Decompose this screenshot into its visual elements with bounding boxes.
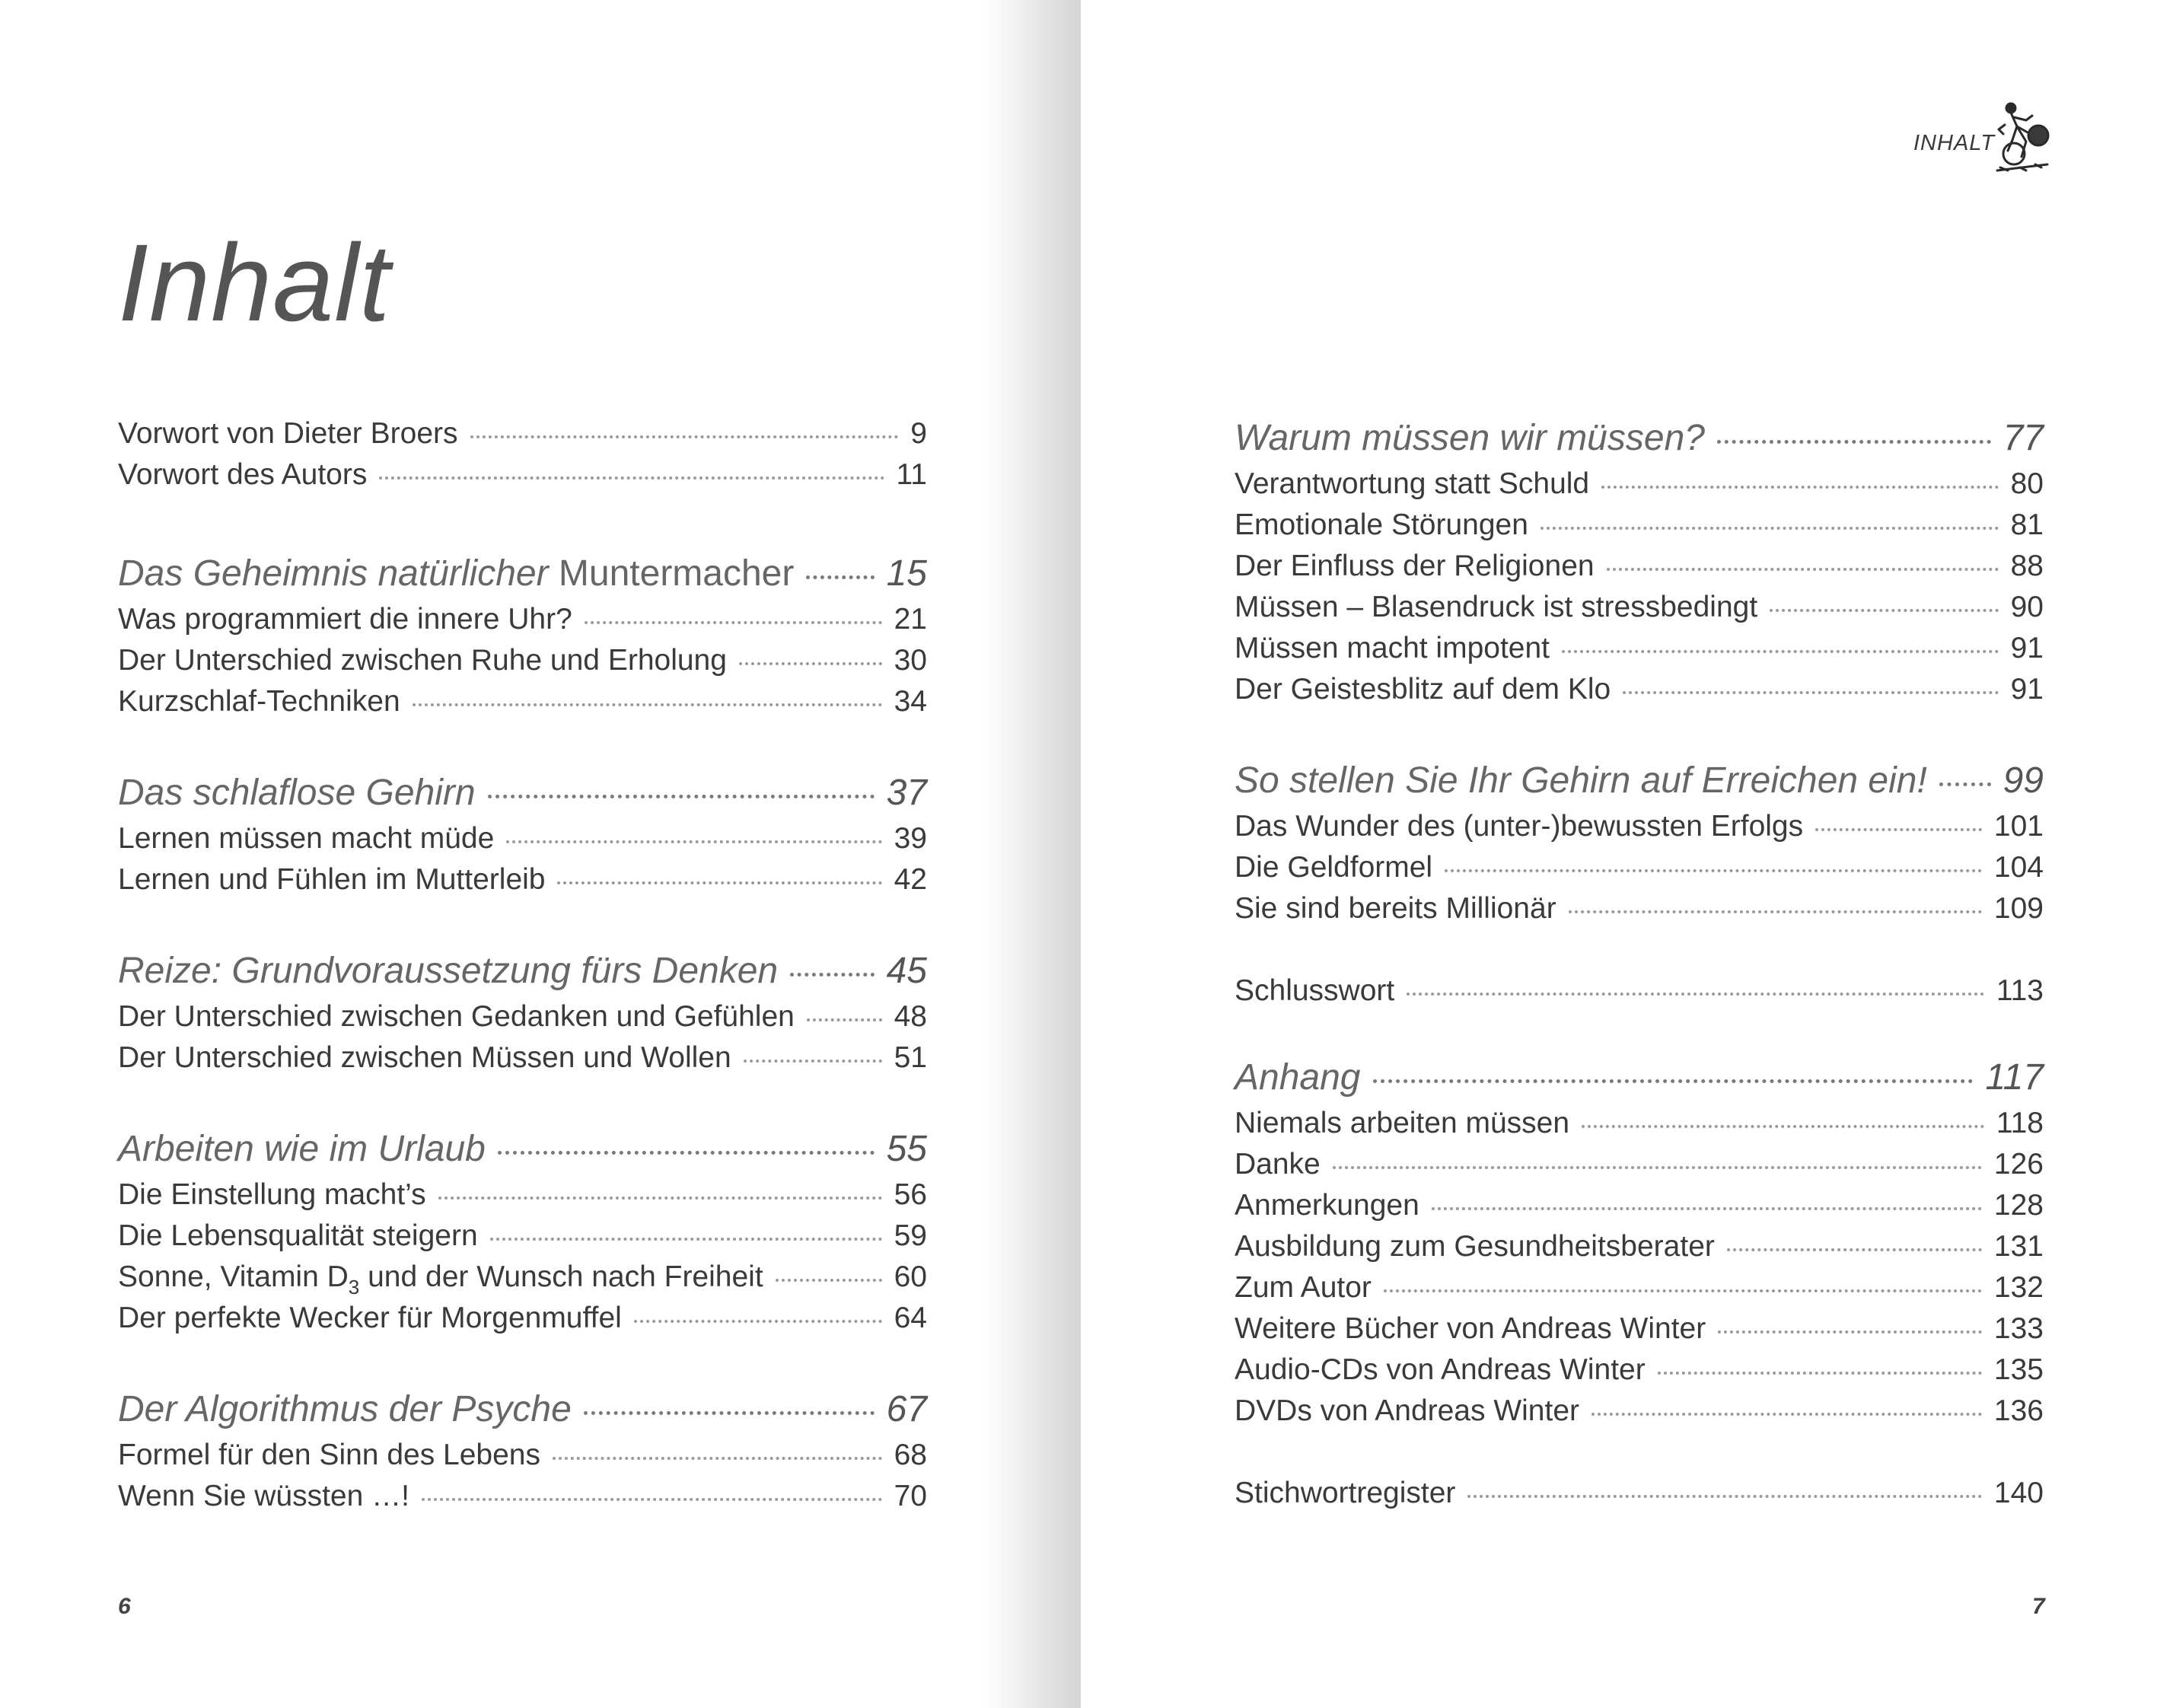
entry-page-number: 59	[894, 1219, 927, 1252]
entry-label: Emotionale Störungen	[1235, 508, 1528, 541]
chapter-page-number: 117	[1985, 1057, 2044, 1098]
toc-entry[interactable]	[1235, 1477, 2044, 1518]
leader-dots	[634, 1320, 882, 1323]
leader-dots	[790, 973, 874, 977]
toc-entry[interactable]	[118, 1000, 927, 1041]
entry-page-number: 70	[894, 1480, 927, 1512]
leader-dots	[379, 476, 884, 480]
running-head: INHALT	[1913, 131, 1995, 155]
leader-dots	[470, 435, 899, 438]
entry-label: Sonne, Vitamin $D_3$ und der Wunsch nach Freiheit	[118, 1260, 763, 1299]
entry-label: Die Lebensqualität steigern	[118, 1219, 478, 1252]
leader-dots	[490, 1238, 882, 1241]
leader-dots	[1718, 1330, 1982, 1334]
entry-page-number: 131	[1993, 1230, 2044, 1263]
leader-dots	[1407, 993, 1984, 996]
leader-dots	[1658, 1372, 1982, 1375]
entry-label: Stichwortregister	[1235, 1477, 1456, 1509]
page-number: 7	[2032, 1594, 2045, 1619]
chapter-label: Der Algorithmus der Psyche	[118, 1389, 572, 1429]
entry-label: Der Unterschied zwischen Müssen und Wollen	[118, 1041, 731, 1074]
leader-dots	[1815, 828, 1982, 831]
entry-label: Verantwortung statt Schuld	[1235, 467, 1590, 500]
toc-entry[interactable]	[118, 644, 927, 685]
leader-dots	[1717, 440, 1991, 444]
toc-section	[1235, 1056, 2044, 1436]
leader-dots	[1939, 782, 1991, 786]
entry-label: Der Unterschied zwischen Ruhe und Erholung	[118, 644, 727, 677]
toc-entry[interactable]	[1235, 1394, 2044, 1436]
toc-entry[interactable]	[1235, 892, 2044, 933]
toc-section	[1235, 760, 2044, 933]
entry-page-number: 39	[894, 822, 927, 855]
page-title: Inhalt	[118, 221, 391, 344]
entry-label: Der Einfluss der Religionen	[1235, 550, 1595, 582]
toc-entry[interactable]	[1235, 1312, 2044, 1353]
entry-page-number: 34	[894, 685, 927, 718]
toc-entry[interactable]	[118, 822, 927, 863]
leader-dots	[1432, 1207, 1982, 1210]
toc-entry[interactable]	[1235, 1148, 2044, 1189]
leader-dots	[1562, 650, 1999, 653]
toc-chapter-heading[interactable]	[1235, 1056, 2044, 1107]
entry-page-number: 30	[894, 644, 927, 677]
toc-entry[interactable]	[1235, 673, 2044, 714]
leader-dots	[1623, 691, 1998, 694]
entry-label: Schlusswort	[1235, 974, 1395, 1007]
leader-dots	[1607, 568, 1999, 571]
toc-chapter-heading[interactable]	[118, 1388, 927, 1439]
toc-chapter-heading[interactable]	[118, 553, 927, 603]
leader-dots	[806, 575, 874, 579]
chapter-label: Anhang	[1235, 1057, 1361, 1098]
toc-chapter-heading[interactable]	[118, 1128, 927, 1178]
toc-chapter-heading[interactable]	[1235, 417, 2044, 467]
entry-page-number: 113	[1996, 974, 2044, 1007]
entry-page-number: 21	[894, 603, 927, 636]
toc-right-column	[1235, 417, 2044, 1518]
leader-dots	[1727, 1248, 1982, 1251]
entry-label: Formel für den Sinn des Lebens	[118, 1439, 540, 1471]
chapter-page-number: 15	[886, 553, 927, 594]
leader-dots	[1373, 1079, 1974, 1083]
leader-dots	[1540, 527, 1999, 530]
entry-page-number: 90	[2010, 591, 2044, 623]
toc-entry[interactable]	[118, 603, 927, 644]
toc-entry[interactable]	[118, 1260, 927, 1302]
entry-label: Müssen – Blasendruck ist stressbedingt	[1235, 591, 1758, 623]
toc-entry[interactable]	[1235, 508, 2044, 550]
entry-page-number: 81	[2010, 508, 2044, 541]
toc-entry[interactable]	[118, 458, 927, 499]
entry-label: Kurzschlaf-Techniken	[118, 685, 400, 718]
toc-entry[interactable]	[118, 1178, 927, 1219]
entry-label: Was programmiert die innere Uhr?	[118, 603, 572, 636]
chapter-page-number: 45	[886, 951, 927, 991]
toc-section	[1235, 1477, 2044, 1518]
entry-page-number: 132	[1993, 1271, 2044, 1304]
leader-dots	[422, 1498, 882, 1501]
entry-label: Weitere Bücher von Andreas Winter	[1235, 1312, 1706, 1345]
toc-section	[118, 1128, 927, 1343]
entry-label: Ausbildung zum Gesundheitsberater	[1235, 1230, 1715, 1263]
chapter-page-number: 77	[2002, 418, 2044, 458]
entry-page-number: 136	[1993, 1394, 2044, 1427]
chapter-page-number: 37	[886, 773, 927, 813]
toc-chapter-heading[interactable]	[118, 950, 927, 1000]
entry-page-number: 118	[1996, 1107, 2044, 1139]
page-number: 6	[118, 1594, 131, 1619]
toc-entry[interactable]	[1235, 851, 2044, 892]
leader-dots	[438, 1197, 882, 1200]
leader-dots	[553, 1457, 882, 1460]
entry-page-number: 133	[1993, 1312, 2044, 1345]
entry-label: Vorwort von Dieter Broers	[118, 417, 458, 450]
entry-page-number: 104	[1993, 851, 2044, 884]
entry-page-number: 64	[894, 1302, 927, 1334]
leader-dots	[739, 662, 882, 665]
entry-page-number: 68	[894, 1439, 927, 1471]
toc-entry[interactable]	[118, 1480, 927, 1521]
toc-entry[interactable]	[1235, 1189, 2044, 1230]
entry-page-number: 56	[894, 1178, 927, 1211]
entry-page-number: 101	[1993, 810, 2044, 843]
entry-page-number: 91	[2010, 673, 2044, 706]
toc-section	[118, 1388, 927, 1521]
chapter-label: Warum müssen wir müssen?	[1235, 418, 1705, 458]
leader-dots	[413, 703, 882, 706]
entry-label: Der Unterschied zwischen Gedanken und Gefühlen	[118, 1000, 795, 1033]
toc-entry[interactable]	[1235, 810, 2044, 851]
toc-entry[interactable]	[118, 1219, 927, 1260]
toc-entry[interactable]	[1235, 1107, 2044, 1148]
leader-dots	[1582, 1125, 1984, 1128]
entry-page-number: 60	[894, 1260, 927, 1293]
leader-dots	[744, 1060, 882, 1063]
chapter-label: Reize: Grundvoraussetzung fürs Denken	[118, 951, 779, 991]
chapter-page-number: 55	[886, 1129, 927, 1169]
toc-entry[interactable]	[1235, 1271, 2044, 1312]
toc-chapter-heading[interactable]	[118, 772, 927, 822]
entry-page-number: 126	[1993, 1148, 2044, 1181]
entry-label: Das Wunder des (unter-)bewussten Erfolgs	[1235, 810, 1804, 843]
entry-label: Audio-CDs von Andreas Winter	[1235, 1353, 1646, 1386]
toc-entry[interactable]	[1235, 632, 2044, 673]
chapter-label: Das Geheimnis natürlicher Muntermacher	[118, 553, 795, 594]
left-page	[0, 0, 1020, 1708]
entry-label: DVDs von Andreas Winter	[1235, 1394, 1580, 1427]
toc-section	[1235, 417, 2044, 714]
entry-page-number: 48	[894, 1000, 927, 1033]
entry-label: Die Einstellung macht’s	[118, 1178, 426, 1211]
toc-entry[interactable]	[1235, 1353, 2044, 1394]
toc-section	[118, 553, 927, 726]
toc-section	[118, 950, 927, 1082]
entry-label: Sie sind bereits Millionär	[1235, 892, 1556, 925]
toc-entry[interactable]	[118, 417, 927, 458]
leader-dots	[1591, 1413, 1982, 1416]
cyclist-icon	[1982, 97, 2058, 177]
entry-label: Anmerkungen	[1235, 1189, 1419, 1222]
toc-entry[interactable]	[1235, 974, 2044, 1015]
toc-entry[interactable]	[1235, 550, 2044, 591]
toc-section	[118, 772, 927, 904]
leader-dots	[1467, 1495, 1981, 1498]
leader-dots	[1445, 869, 1982, 872]
entry-label: Der Geistesblitz auf dem Klo	[1235, 673, 1611, 706]
leader-dots	[488, 795, 875, 798]
toc-entry[interactable]	[1235, 591, 2044, 632]
entry-page-number: 51	[894, 1041, 927, 1074]
entry-page-number: 80	[2010, 467, 2044, 500]
entry-label: Wenn Sie wüssten …!	[118, 1480, 409, 1512]
leader-dots	[1569, 910, 1982, 913]
entry-page-number: 9	[910, 417, 927, 450]
entry-label: Niemals arbeiten müssen	[1235, 1107, 1570, 1139]
entry-page-number: 91	[2010, 632, 2044, 664]
toc-section	[1235, 974, 2044, 1015]
leader-dots	[506, 840, 881, 843]
leader-dots	[1770, 609, 1998, 612]
leader-dots	[776, 1279, 882, 1282]
leader-dots	[1384, 1289, 1982, 1292]
leader-dots	[585, 621, 882, 624]
leader-dots	[1333, 1166, 1982, 1169]
entry-page-number: 140	[1993, 1477, 2044, 1509]
toc-entry[interactable]	[118, 1439, 927, 1480]
entry-label: Danke	[1235, 1148, 1321, 1181]
toc-entry[interactable]	[1235, 467, 2044, 508]
leader-dots	[498, 1151, 875, 1155]
chapter-page-number: 99	[2002, 760, 2044, 801]
entry-label: Der perfekte Wecker für Morgenmuffel	[118, 1302, 622, 1334]
toc-entry[interactable]	[1235, 1230, 2044, 1271]
toc-section	[118, 417, 927, 499]
entry-label: Lernen und Fühlen im Mutterleib	[118, 863, 546, 896]
entry-page-number: 11	[896, 458, 927, 491]
chapter-page-number: 67	[886, 1389, 927, 1429]
leader-dots	[1601, 486, 1998, 489]
leader-dots	[807, 1018, 882, 1021]
chapter-label: Das schlaflose Gehirn	[118, 773, 476, 813]
leader-dots	[557, 881, 881, 884]
toc-entry[interactable]	[118, 1302, 927, 1343]
toc-chapter-heading[interactable]	[1235, 760, 2044, 810]
entry-page-number: 128	[1993, 1189, 2044, 1222]
toc-entry[interactable]	[118, 1041, 927, 1082]
leader-dots	[584, 1411, 875, 1415]
entry-label: Vorwort des Autors	[118, 458, 368, 491]
entry-page-number: 135	[1993, 1353, 2044, 1386]
toc-left-column	[118, 417, 927, 1521]
entry-label: Zum Autor	[1235, 1271, 1372, 1304]
toc-entry[interactable]	[118, 863, 927, 904]
entry-label: Müssen macht impotent	[1235, 632, 1550, 664]
entry-label: Lernen müssen macht müde	[118, 822, 495, 855]
entry-page-number: 42	[894, 863, 927, 896]
chapter-label: So stellen Sie Ihr Gehirn auf Erreichen ein!	[1235, 760, 1927, 801]
entry-page-number: 88	[2010, 550, 2044, 582]
chapter-label: Arbeiten wie im Urlaub	[118, 1129, 486, 1169]
entry-label: Die Geldformel	[1235, 851, 1433, 884]
entry-page-number: 109	[1993, 892, 2044, 925]
toc-entry[interactable]	[118, 685, 927, 726]
